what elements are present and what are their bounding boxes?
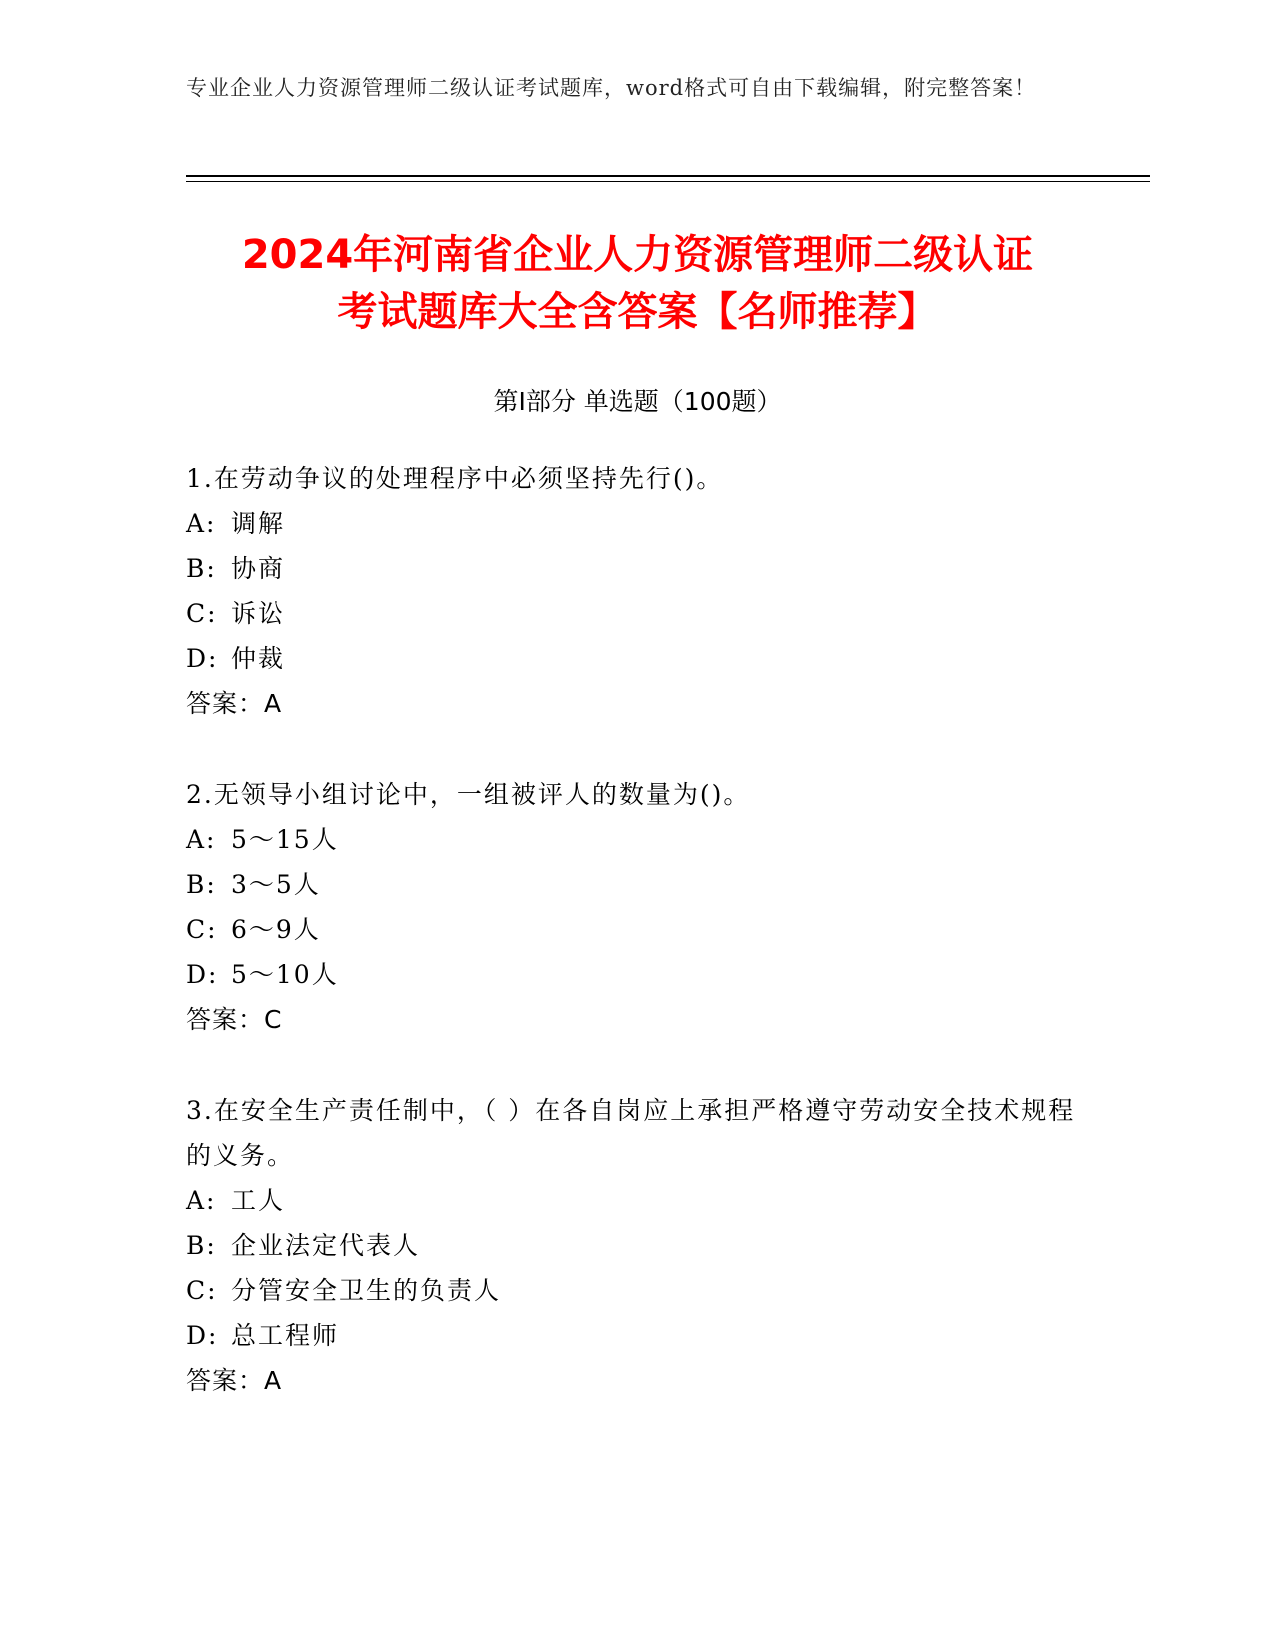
question-1 (186, 456, 1086, 726)
option-text: 分管安全卫生的负责人 (231, 1276, 502, 1305)
option-d (186, 636, 1086, 681)
question-stem: 3.在安全生产责任制中，（ ）在各自岗应上承担严格遵守劳动安全技术规程的义务。 (186, 1096, 1076, 1170)
option-text: 诉讼 (231, 599, 286, 628)
question-stem: 2.无领导小组讨论中，一组被评人的数量为()。 (186, 780, 751, 809)
option-letter: D: (186, 960, 219, 989)
option-letter: C: (186, 1276, 218, 1305)
option-d (186, 952, 1086, 997)
answer: 答案：C (186, 1005, 283, 1034)
option-c (186, 591, 1086, 636)
option-text: 企业法定代表人 (231, 1231, 421, 1260)
option-a (186, 501, 1086, 546)
option-a (186, 817, 1086, 862)
document-title (150, 227, 1125, 341)
option-letter: B: (186, 1231, 217, 1260)
option-c (186, 907, 1086, 952)
answer: 答案：A (186, 1366, 283, 1395)
section-heading: 第I部分 单选题（100题） (493, 387, 782, 416)
header-rule-thick (186, 175, 1150, 177)
option-letter: A: (186, 1186, 217, 1215)
option-a (186, 1178, 1086, 1223)
option-text: 仲裁 (231, 644, 286, 673)
option-text: 5～15人 (231, 825, 339, 854)
option-text: 3～5人 (231, 870, 321, 899)
answer: 答案：A (186, 689, 283, 718)
header-note: 专业企业人力资源管理师二级认证考试题库，word格式可自由下载编辑，附完整答案！ (186, 76, 1037, 100)
option-letter: A: (186, 509, 217, 538)
title-line-1: 2024年河南省企业人力资源管理师二级认证 (241, 232, 1034, 278)
option-letter: C: (186, 599, 218, 628)
option-text: 总工程师 (231, 1321, 340, 1350)
option-b (186, 862, 1086, 907)
option-text: 6～9人 (231, 915, 321, 944)
option-b (186, 1223, 1086, 1268)
option-text: 调解 (231, 509, 286, 538)
option-text: 协商 (231, 554, 286, 583)
option-text: 工人 (231, 1186, 286, 1215)
option-letter: B: (186, 870, 217, 899)
question-stem: 1.在劳动争议的处理程序中必须坚持先行()。 (186, 464, 724, 493)
option-letter: D: (186, 644, 219, 673)
option-c (186, 1268, 1086, 1313)
header-rule-thin (186, 181, 1150, 182)
option-letter: C: (186, 915, 218, 944)
option-b (186, 546, 1086, 591)
question-3 (186, 1088, 1086, 1403)
option-text: 5～10人 (231, 960, 339, 989)
title-line-2: 考试题库大全含答案【名师推荐】 (337, 289, 938, 335)
option-letter: D: (186, 1321, 219, 1350)
option-letter: A: (186, 825, 217, 854)
option-d (186, 1313, 1086, 1358)
question-2 (186, 772, 1086, 1042)
option-letter: B: (186, 554, 217, 583)
